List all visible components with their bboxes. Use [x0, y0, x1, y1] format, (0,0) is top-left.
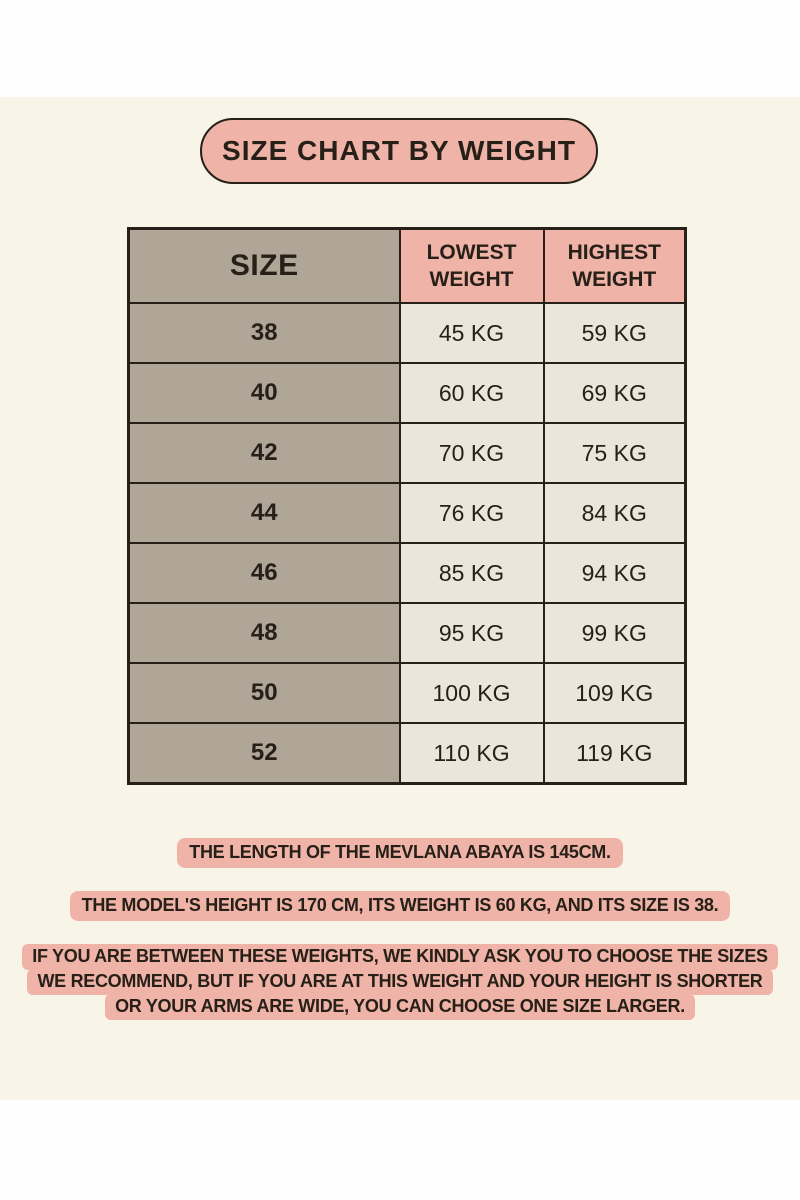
size-cell: 42: [129, 423, 400, 483]
col-header-lowest-weight: LOWEST WEIGHT: [400, 229, 544, 304]
size-cell: 46: [129, 543, 400, 603]
lowest-weight-cell: 100 KG: [400, 663, 544, 723]
col-header-highest-weight: HIGHEST WEIGHT: [544, 229, 686, 304]
note-model-stats-text: THE MODEL'S HEIGHT IS 170 CM, ITS WEIGHT IS 60 KG, AND ITS SIZE IS 38.: [70, 891, 731, 921]
table-row: [129, 723, 686, 784]
highest-weight-cell: 94 KG: [544, 543, 686, 603]
table-row: [129, 303, 686, 363]
advice-line-text: IF YOU ARE BETWEEN THESE WEIGHTS, WE KINDLY ASK YOU TO CHOOSE THE SIZES: [22, 944, 777, 970]
table-row: [129, 423, 686, 483]
size-cell: 52: [129, 723, 400, 784]
size-cell: 40: [129, 363, 400, 423]
note-abaya-length-text: THE LENGTH OF THE MEVLANA ABAYA IS 145CM.: [177, 838, 622, 868]
title-pill: [200, 118, 598, 184]
highest-weight-cell: 69 KG: [544, 363, 686, 423]
size-cell: 44: [129, 483, 400, 543]
page-title: SIZE CHART BY WEIGHT: [222, 135, 576, 166]
lowest-weight-cell: 95 KG: [400, 603, 544, 663]
background-panel: [0, 97, 800, 1100]
col-header-size: SIZE: [129, 229, 400, 304]
table-header-row: [129, 229, 686, 304]
lowest-weight-cell: 76 KG: [400, 483, 544, 543]
size-cell: 50: [129, 663, 400, 723]
lowest-weight-cell: 70 KG: [400, 423, 544, 483]
table-row: [129, 543, 686, 603]
table-row: [129, 483, 686, 543]
table-row: [129, 603, 686, 663]
note-abaya-length: [0, 838, 800, 868]
highest-weight-cell: 75 KG: [544, 423, 686, 483]
lowest-weight-cell: 85 KG: [400, 543, 544, 603]
advice-line-text: WE RECOMMEND, BUT IF YOU ARE AT THIS WEIGHT AND YOUR HEIGHT IS SHORTER: [27, 969, 772, 995]
lowest-weight-cell: 110 KG: [400, 723, 544, 784]
size-chart-table: [127, 227, 687, 785]
size-cell: 38: [129, 303, 400, 363]
size-cell: 48: [129, 603, 400, 663]
advice-line: [0, 994, 800, 1019]
highest-weight-cell: 59 KG: [544, 303, 686, 363]
table-row: [129, 363, 686, 423]
size-table-body: [129, 303, 686, 784]
table-row: [129, 663, 686, 723]
note-sizing-advice: [0, 944, 800, 1019]
highest-weight-cell: 84 KG: [544, 483, 686, 543]
note-model-stats: [0, 891, 800, 921]
highest-weight-cell: 99 KG: [544, 603, 686, 663]
advice-line: [0, 944, 800, 969]
lowest-weight-cell: 45 KG: [400, 303, 544, 363]
highest-weight-cell: 109 KG: [544, 663, 686, 723]
highest-weight-cell: 119 KG: [544, 723, 686, 784]
advice-line-text: OR YOUR ARMS ARE WIDE, YOU CAN CHOOSE ONE SIZE LARGER.: [105, 994, 695, 1020]
advice-line: [0, 969, 800, 994]
lowest-weight-cell: 60 KG: [400, 363, 544, 423]
